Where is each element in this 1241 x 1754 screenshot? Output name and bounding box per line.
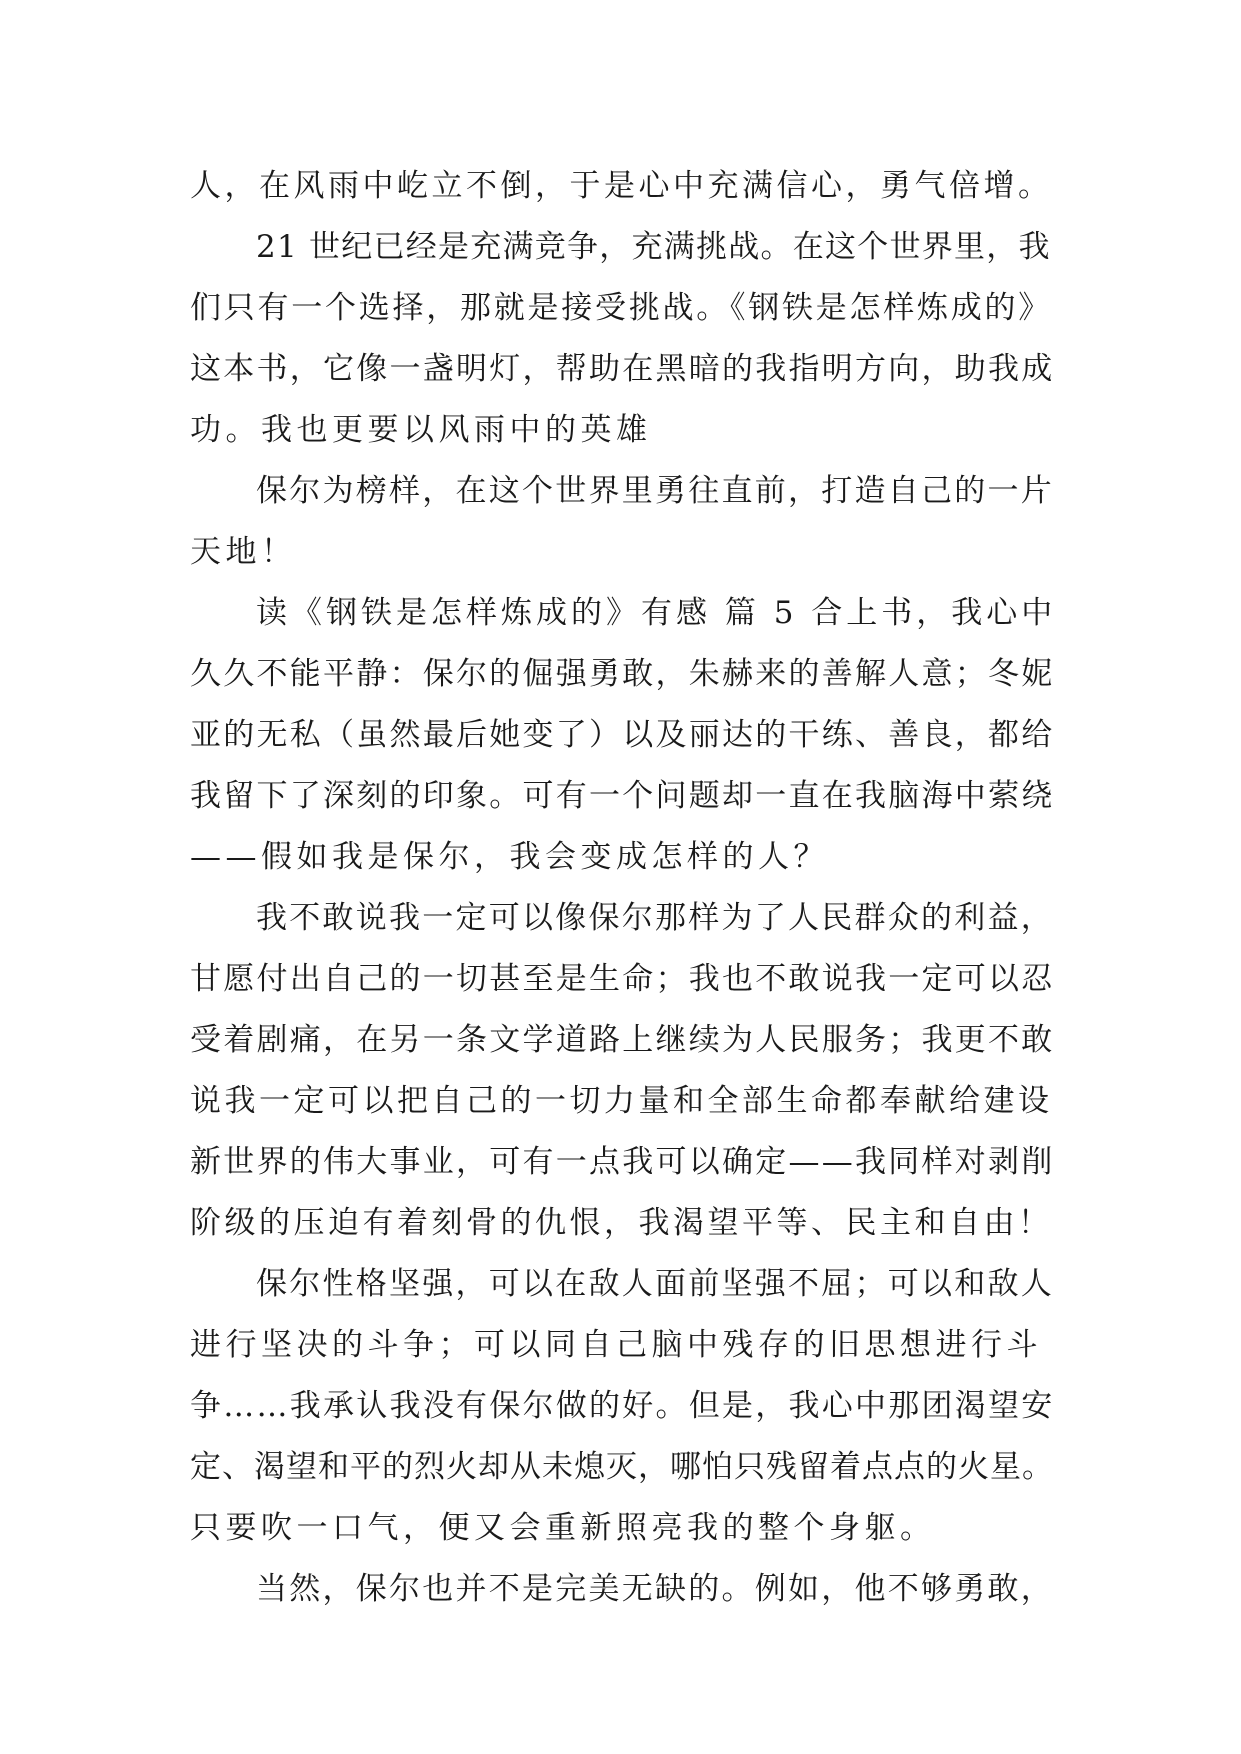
text-line: 我不敢说我一定可以像保尔那样为了人民群众的利益， xyxy=(256,900,1054,936)
text-line: 说我一定可以把自己的一切力量和全部生命都奉献给建设 xyxy=(190,1083,1053,1119)
text-line: 久久不能平静：保尔的倔强勇敢，朱赫来的善解人意；冬妮 xyxy=(190,656,1055,692)
text-line: 当然，保尔也并不是完美无缺的。例如，他不够勇敢， xyxy=(256,1571,1054,1607)
text-line: 保尔为榜样，在这个世界里勇往直前，打造自己的一片 xyxy=(256,473,1054,509)
text-line: 受着剧痛，在另一条文学道路上继续为人民服务；我更不敢 xyxy=(190,1022,1055,1058)
text-line: 进行坚决的斗争；可以同自己脑中残存的旧思想进行斗 xyxy=(190,1327,1042,1363)
text-line: 人，在风雨中屹立不倒，于是心中充满信心，勇气倍增。 xyxy=(190,168,1053,204)
text-line: 争……我承认我没有保尔做的好。但是，我心中那团渴望安 xyxy=(190,1388,1055,1424)
text-line: 天地！ xyxy=(190,534,297,570)
text-line: 这本书，它像一盏明灯，帮助在黑暗的我指明方向，助我成 xyxy=(190,351,1055,387)
text-line: 21 世纪已经是充满竞争，充满挑战。在这个世界里，我 xyxy=(256,229,1051,265)
text-line: 读《钢铁是怎样炼成的》有感 篇 5 合上书，我心中 xyxy=(256,595,1057,631)
text-line: ——假如我是保尔，我会变成怎样的人？ xyxy=(190,839,829,875)
text-line: 甘愿付出自己的一切甚至是生命；我也不敢说我一定可以忍 xyxy=(190,961,1055,997)
text-line: 保尔性格坚强，可以在敌人面前坚强不屈；可以和敌人 xyxy=(256,1266,1054,1302)
text-line: 我留下了深刻的印象。可有一个问题却一直在我脑海中萦绕 xyxy=(190,778,1055,814)
text-line: 们只有一个选择，那就是接受挑战。《钢铁是怎样炼成的》 xyxy=(190,290,1052,326)
text-line: 新世界的伟大事业，可有一点我可以确定——我同样对剥削 xyxy=(190,1144,1055,1180)
text-line: 亚的无私（虽然最后她变了）以及丽达的干练、善良，都给 xyxy=(190,717,1055,753)
text-line: 功。我也更要以风雨中的英雄 xyxy=(190,412,652,448)
text-line: 只要吹一口气，便又会重新照亮我的整个身躯。 xyxy=(190,1510,936,1546)
text-line: 阶级的压迫有着刻骨的仇恨，我渴望平等、民主和自由！ xyxy=(190,1205,1053,1241)
text-line: 定、渴望和平的烈火却从未熄灭，哪怕只残留着点点的火星。 xyxy=(190,1449,1054,1485)
